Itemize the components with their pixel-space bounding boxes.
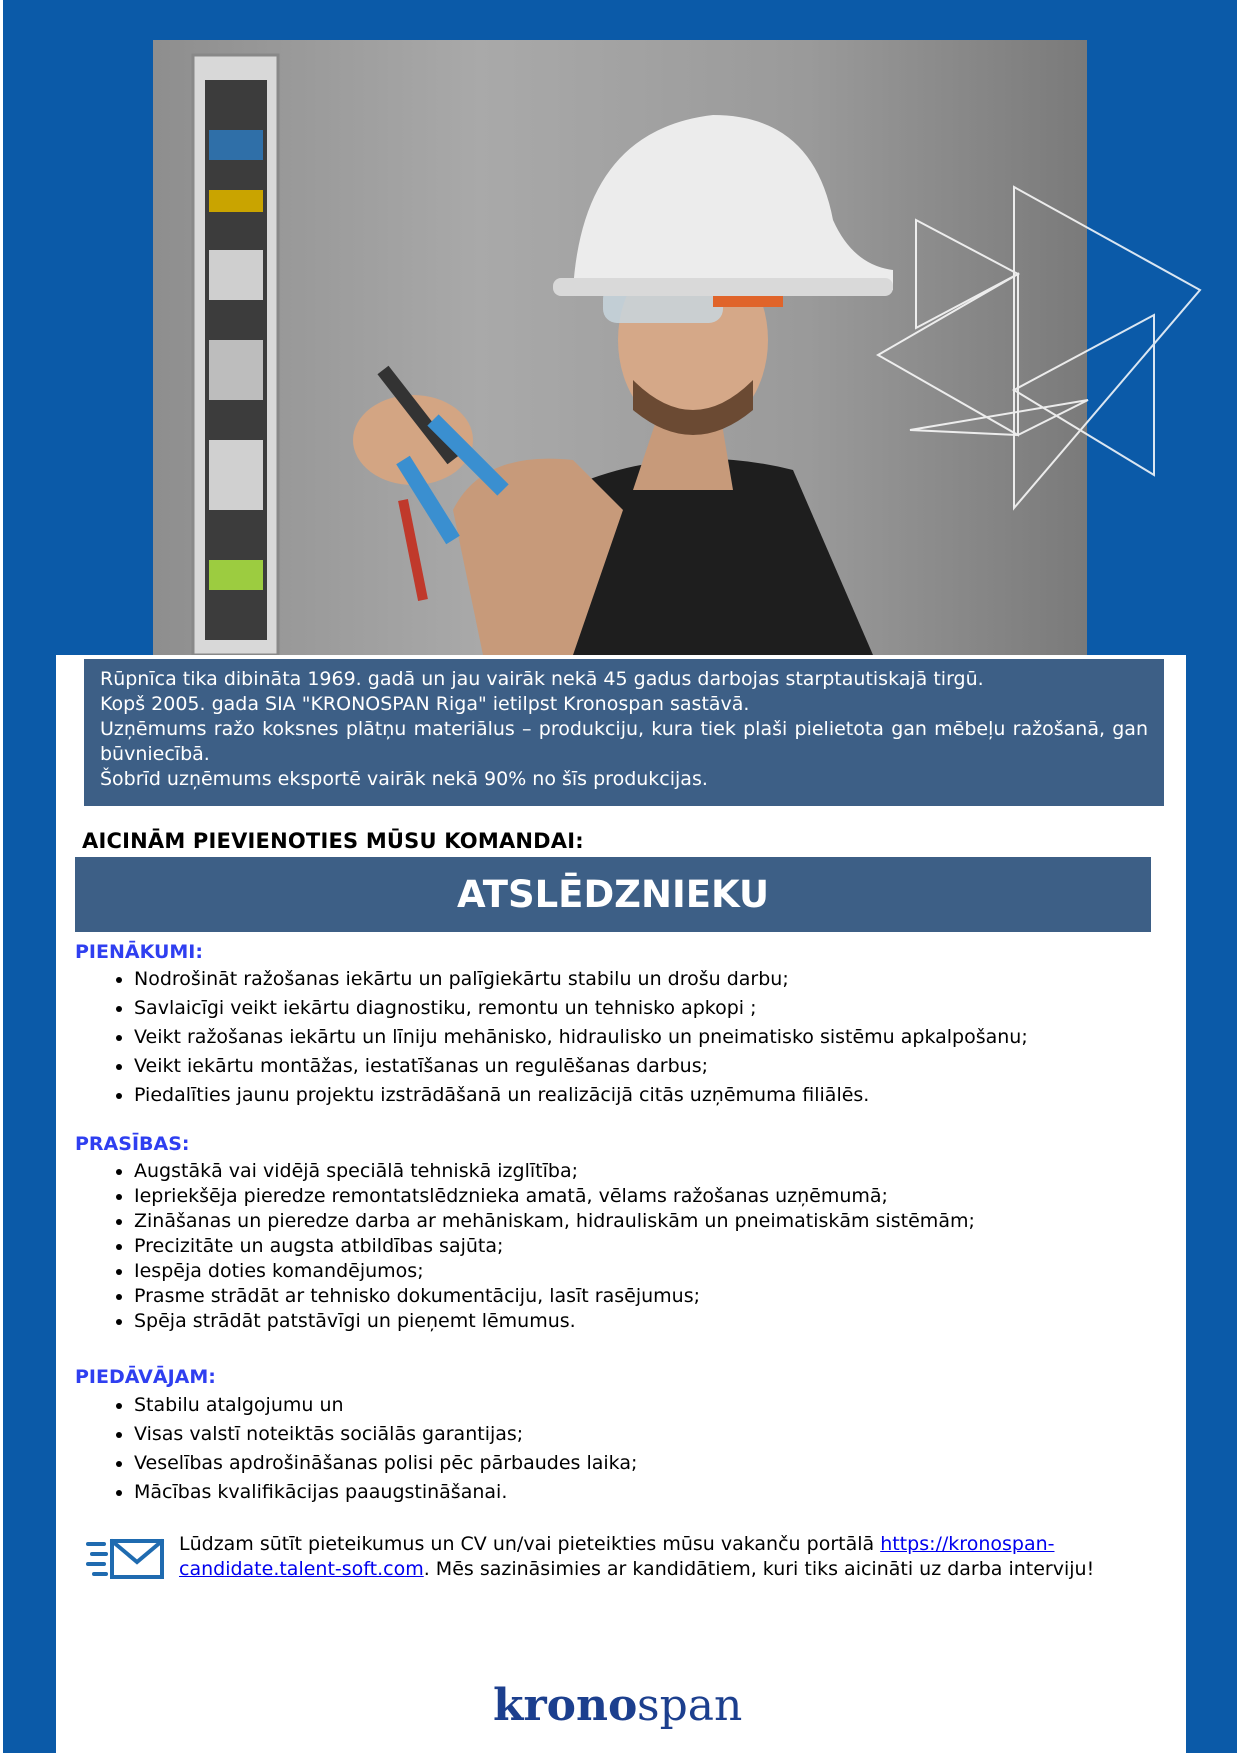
list-item: • Veselības apdrošināšanas polisi pēc pārbaudes laika; [134,1449,637,1478]
position-title-bar [75,857,1151,932]
intro-line: Šobrīd uzņēmums eksportē vairāk nekā 90% no šīs produkcijas. [100,768,708,790]
duties-title: PIENĀKUMI: [75,941,203,963]
position-title: ATSLĒDZNIEKU [456,873,770,916]
logo-bold-part: krono [493,1680,638,1731]
requirements-title: PRASĪBAS: [75,1133,190,1155]
duties-list [105,965,1028,1110]
list-item: • Precizitāte un augsta atbildības sajūta; [134,1234,975,1259]
list-item: • Iespēja doties komandējumos; [134,1259,975,1284]
list-item: • Veikt iekārtu montāžas, iestatīšanas un regulēšanas darbus; [134,1052,1028,1081]
list-item: • Savlaicīgi veikt iekārtu diagnostiku, remontu un tehnisko apkopi ; [134,994,1028,1023]
list-item: • Iepriekšēja pieredze remontatslēdznieka amatā, vēlams ražošanas uzņēmumā; [134,1184,975,1209]
list-item: • Zināšanas un pieredze darba ar mehāniskam, hidrauliskām un pneimatiskām sistēmām; [134,1209,975,1234]
requirements-list [105,1159,975,1334]
list-item: • Prasme strādāt ar tehnisko dokumentāciju, lasīt rasējumus; [134,1284,975,1309]
list-item: • Spēja strādāt patstāvīgi un pieņemt lēmumus. [134,1309,975,1334]
contact-text-before: Lūdzam sūtīt pieteikumus un CV un/vai pieteikties mūsu vakanču portālā [179,1533,881,1555]
company-intro [84,659,1164,806]
decorative-triangles [860,180,1210,520]
list-item: • Nodrošināt ražošanas iekārtu un palīgiekārtu stabilu un drošu darbu; [134,965,1028,994]
vacancy-portal-link[interactable]: https://kronospan-candidate.talent-soft.com [179,1533,1055,1580]
offer-list [105,1391,637,1507]
list-item: • Visas valstī noteiktās sociālās garantijas; [134,1420,637,1449]
intro-line: Rūpnīca tika dibināta 1969. gadā un jau vairāk nekā 45 gadus darbojas starptautiskajā tirgū. [100,668,984,690]
contact-text-after: . Mēs sazināsimies ar kandidātiem, kuri tiks aicināti uz darba interviju! [423,1558,1095,1580]
list-item: • Stabilu atalgojumu un [134,1391,637,1420]
list-item: • Mācības kvalifikācijas paaugstināšanai. [134,1478,637,1507]
logo-light-part: span [637,1680,743,1731]
list-item: • Piedalīties jaunu projektu izstrādāšanā un realizācijā citās uzņēmuma filiālēs. [134,1081,1028,1110]
kronospan-logo [493,1678,753,1736]
invite-heading: AICINĀM PIEVIENOTIES MŪSU KOMANDAI: [82,829,584,853]
intro-line: Kopš 2005. gada SIA "KRONOSPAN Riga" ietilpst Kronospan sastāvā. [100,693,750,715]
offer-title: PIEDĀVĀJAM: [75,1366,216,1388]
intro-line: Uzņēmums ražo koksnes plātņu materiālus – produkciju, kura tiek plaši pielietota gan mēbeļu ražošanā, gan būvniecībā. [100,718,1148,765]
list-item: • Augstākā vai vidējā speciālā tehniskā izglītība; [134,1159,975,1184]
list-item: • Veikt ražošanas iekārtu un līniju mehānisko, hidraulisko un pneimatisko sistēmu apkalpošanu; [134,1023,1028,1052]
contact-text [179,1532,1169,1582]
envelope-icon [86,1536,166,1582]
